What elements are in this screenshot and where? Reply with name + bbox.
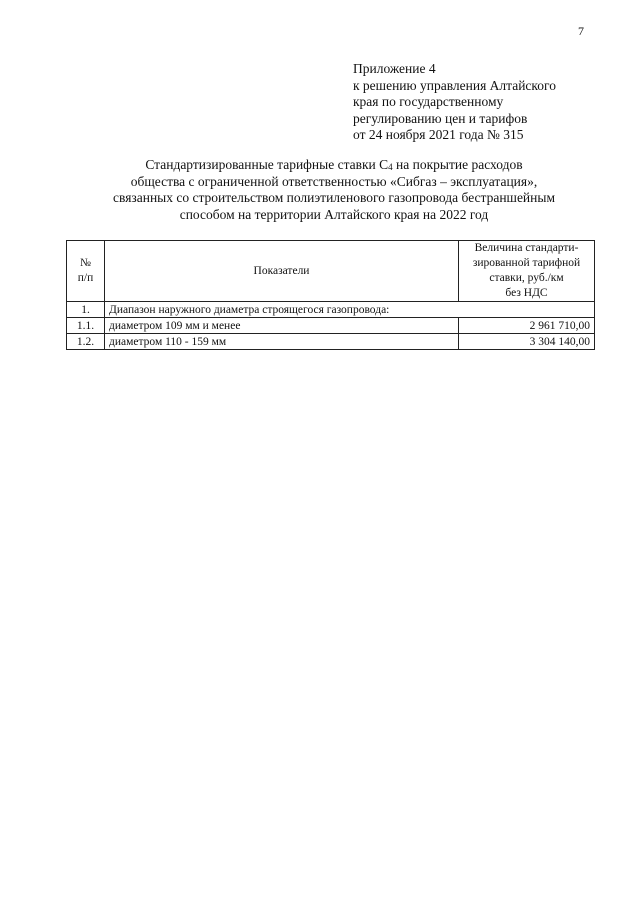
appendix-line: к решению управления Алтайского	[353, 77, 556, 93]
document-title	[80, 157, 588, 223]
table-header-row	[67, 241, 595, 302]
section-label: Диапазон наружного диаметра строящегося газопровода:	[105, 302, 595, 318]
tariff-table	[66, 240, 595, 350]
title-subscript: 4	[388, 162, 393, 172]
row-value: 2 961 710,00	[459, 318, 595, 334]
header-number-line: №	[80, 257, 91, 269]
header-indicators: Показатели	[105, 241, 459, 302]
title-line-1-end: на покрытие расходов	[392, 157, 523, 172]
page-number: 7	[578, 24, 584, 38]
header-tariff-value	[459, 241, 595, 302]
row-number: 1.1.	[67, 318, 105, 334]
table-row	[67, 334, 595, 350]
title-line-4: способом на территории Алтайского края на 2022 год	[179, 206, 489, 222]
table-section-row	[67, 302, 595, 318]
row-number: 1.2.	[67, 334, 105, 350]
table-row	[67, 318, 595, 334]
row-indicator: диаметром 110 - 159 мм	[105, 334, 459, 350]
appendix-line: края по государственному	[353, 94, 504, 109]
title-line-1-start: Стандартизированные тарифные ставки С	[145, 157, 389, 172]
header-number	[67, 241, 105, 302]
row-value: 3 304 140,00	[459, 334, 595, 350]
title-line-1	[80, 157, 588, 174]
header-number-line: п/п	[77, 272, 94, 284]
header-value-line: без НДС	[505, 287, 548, 299]
header-value-line: ставки, руб./км	[489, 272, 564, 284]
row-indicator: диаметром 109 мм и менее	[105, 318, 459, 334]
appendix-line: от 24 ноября 2021 года № 315	[353, 127, 524, 142]
appendix-block	[353, 61, 623, 144]
header-value-line: зированной тарифной	[472, 257, 581, 269]
title-line-2: общества с ограниченной ответственностью «Сибгаз – эксплуатация»,	[130, 173, 538, 189]
title-line-3: связанных со строительством полиэтиленового газопровода бестраншейным	[113, 190, 555, 205]
header-value-line: Величина стандарти-	[474, 242, 579, 254]
appendix-line: Приложение 4	[353, 61, 436, 76]
section-number: 1.	[67, 302, 105, 318]
appendix-line: регулированию цен и тарифов	[353, 110, 528, 126]
